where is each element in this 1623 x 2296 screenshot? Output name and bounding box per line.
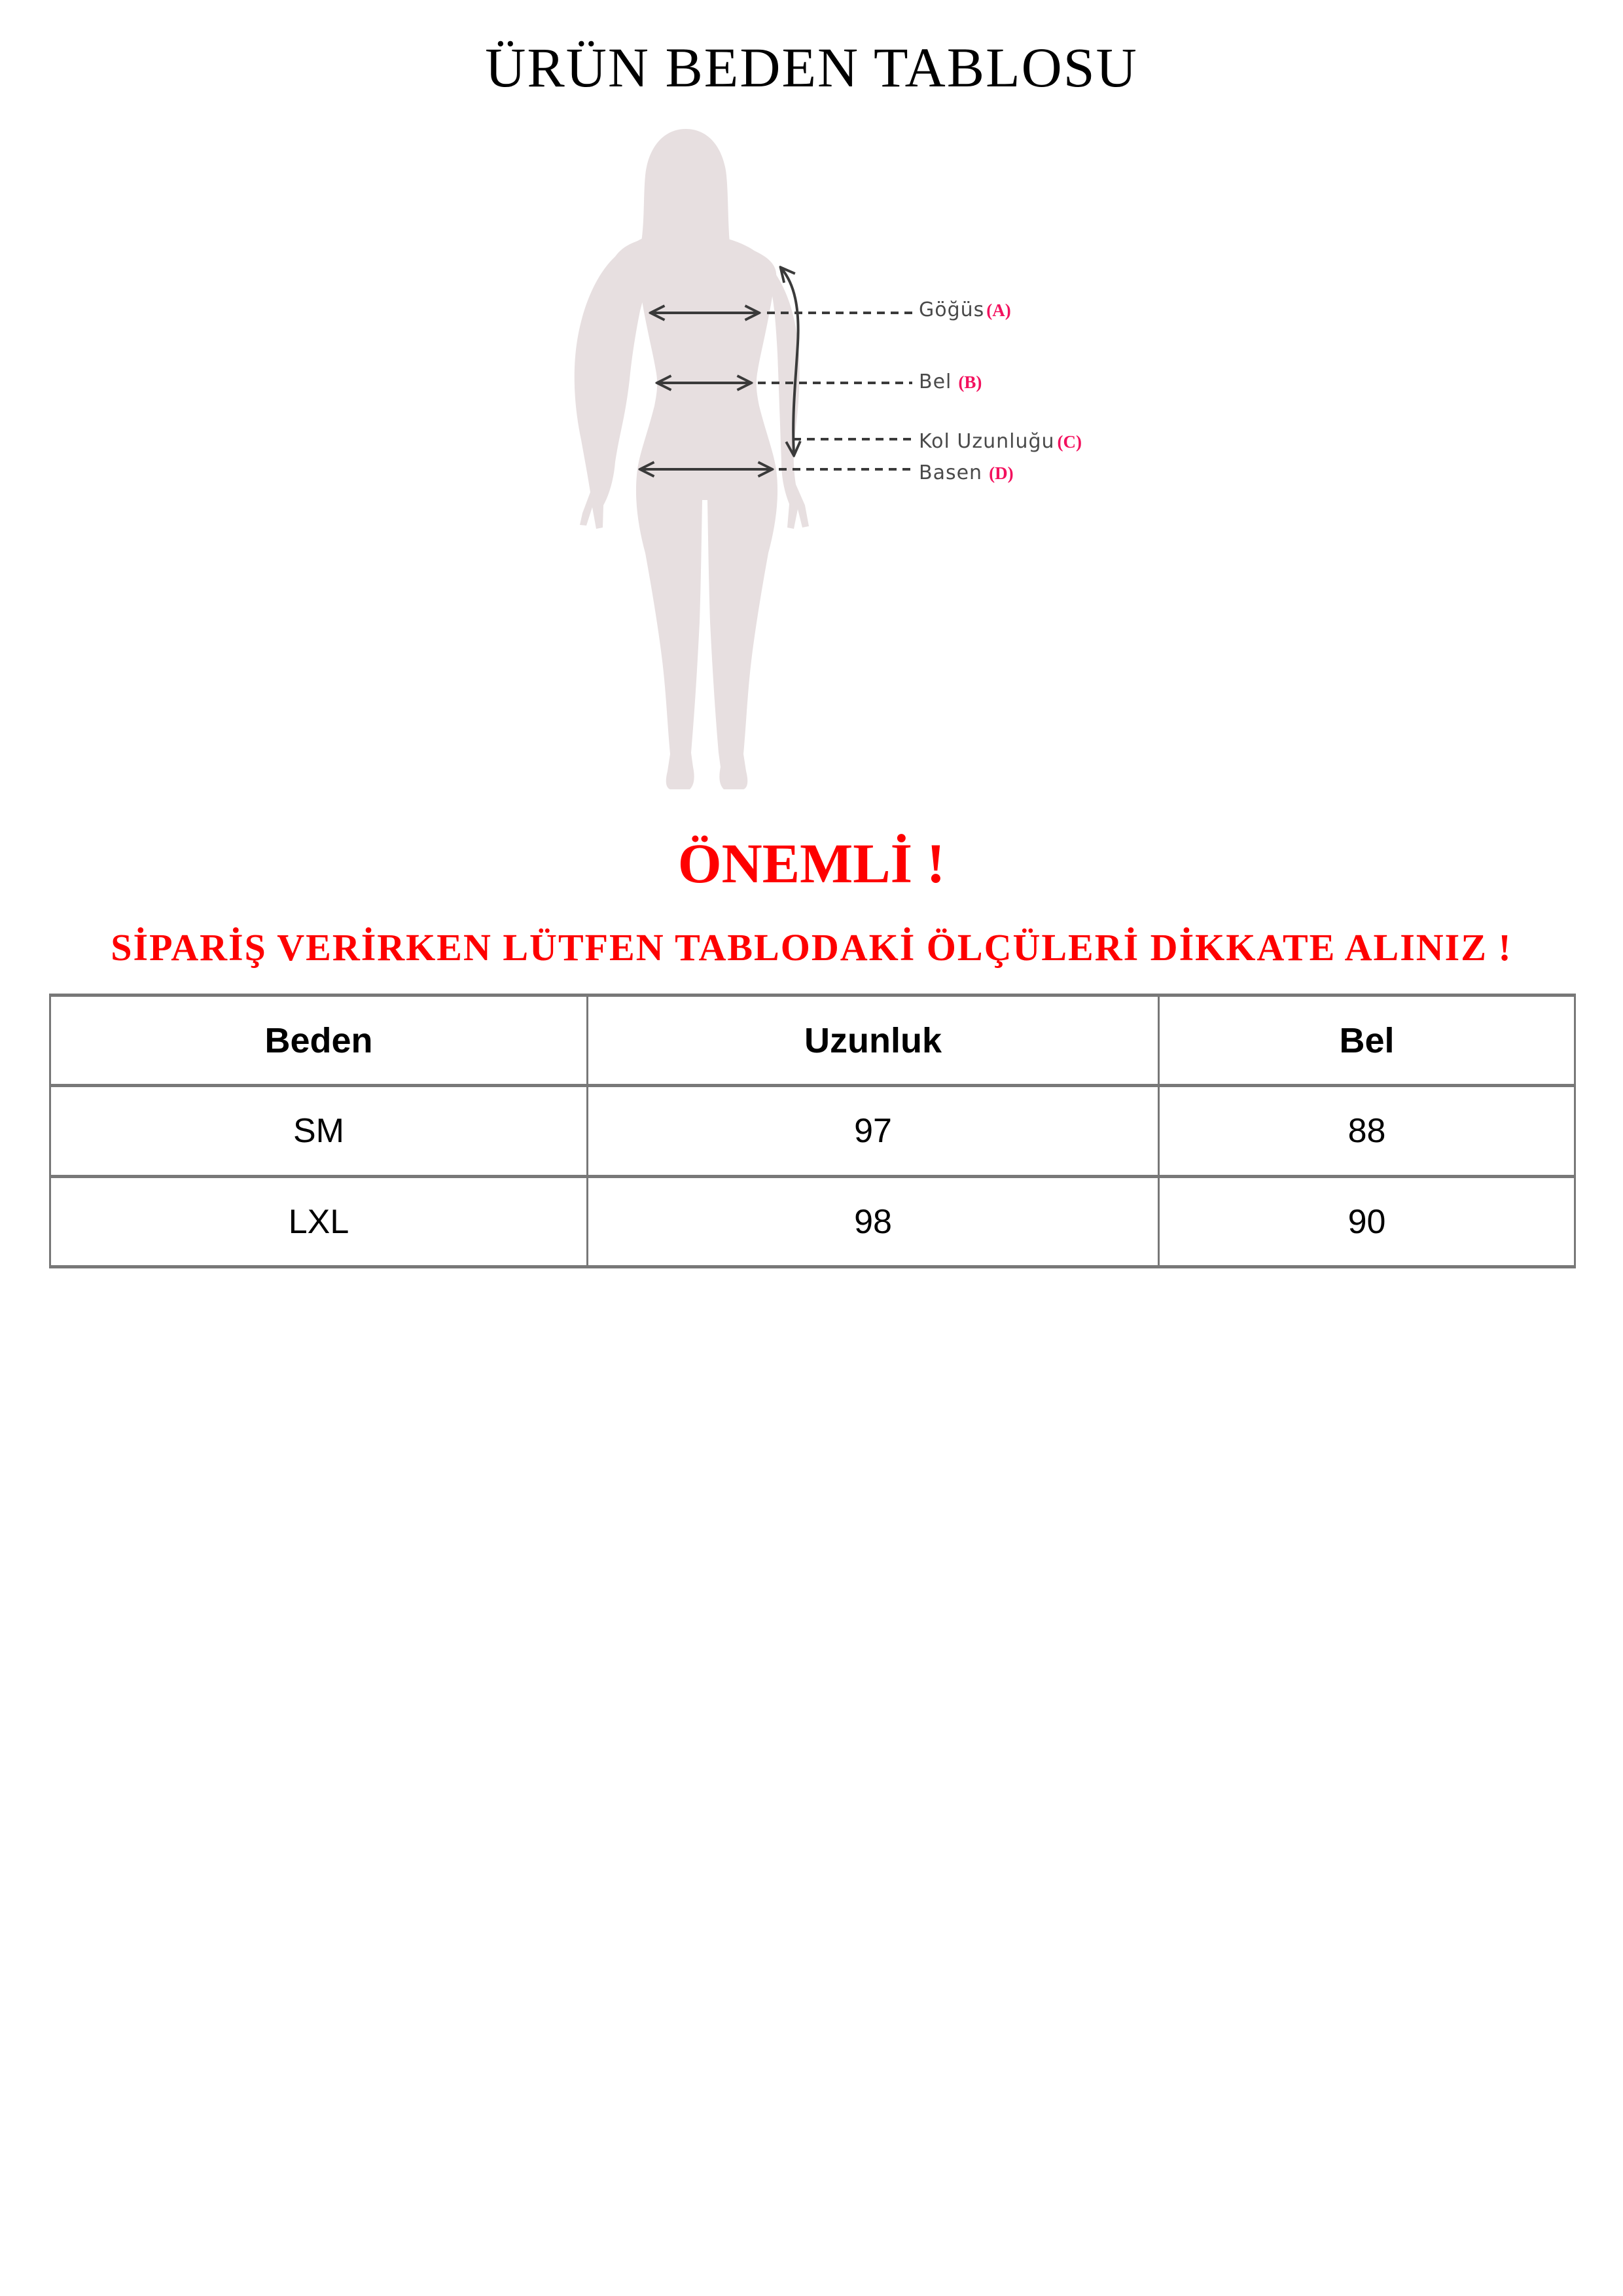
measurement-label-text: Kol Uzunluğu — [919, 430, 1055, 453]
cell-waist: 88 — [1159, 1086, 1575, 1177]
size-table — [49, 994, 1576, 1268]
table-row — [50, 1086, 1575, 1177]
cell-size: LXL — [50, 1177, 588, 1267]
measurement-label-text: Göğüs — [919, 298, 985, 321]
measurement-label-waist — [919, 368, 982, 396]
cell-size: SM — [50, 1086, 588, 1177]
body-measurement-diagram — [537, 98, 942, 818]
cell-waist: 90 — [1159, 1177, 1575, 1267]
important-heading: ÖNEMLİ ! — [677, 832, 946, 895]
measurement-label-hip — [919, 459, 1014, 487]
measurement-marker-letter: (D) — [989, 463, 1014, 483]
measurement-label-chest — [919, 296, 1011, 324]
column-header-size: Beden — [50, 996, 588, 1086]
important-subheading: SİPARİŞ VERİRKEN LÜTFEN TABLODAKİ ÖLÇÜLERİ DİKKATE ALINIZ ! — [111, 926, 1512, 969]
column-header-waist: Bel — [1159, 996, 1575, 1086]
measurement-label-text: Bel — [919, 370, 952, 393]
column-header-length: Uzunluk — [588, 996, 1159, 1086]
cell-length: 98 — [588, 1177, 1159, 1267]
table-row — [50, 1177, 1575, 1267]
measurement-label-arm-length — [919, 428, 1082, 456]
page-title: ÜRÜN BEDEN TABLOSU — [485, 36, 1138, 99]
size-table-header-row — [50, 996, 1575, 1086]
measurement-marker-letter: (A) — [986, 300, 1011, 320]
cell-length: 97 — [588, 1086, 1159, 1177]
measurement-label-text: Basen — [919, 461, 983, 484]
measurement-marker-letter: (C) — [1057, 432, 1082, 452]
measurement-marker-letter: (B) — [958, 372, 982, 392]
